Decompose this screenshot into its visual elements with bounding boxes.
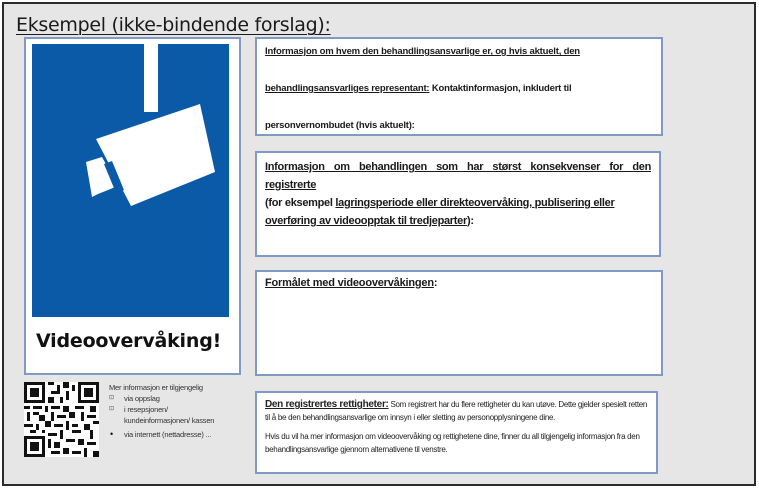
- more-info-list: [109, 393, 234, 440]
- sign-background: [32, 44, 229, 317]
- list-item-text: i resepsjonen/ kundeinformasjonen/ kassen: [124, 405, 215, 425]
- purpose-label: Formålet med videoovervåkingen: [265, 277, 434, 289]
- bullet-dot-icon: •: [110, 429, 113, 439]
- cctv-sign: [24, 37, 241, 375]
- contact-info-text: Kontaktinformasjon, inkludert til: [429, 83, 572, 94]
- transfer-text: overføring av videoopptak til tredjeparter: [265, 215, 467, 227]
- more-info: [109, 382, 234, 440]
- cctv-camera-icon: [32, 44, 229, 317]
- more-info-heading: Mer informasjon er tilgjengelig: [109, 383, 203, 392]
- dpo-text: personvernombudet (hvis aktuelt):: [265, 120, 415, 131]
- consequences-info-box: [255, 151, 661, 257]
- rights-heading: Den registrertes rettigheter:: [265, 399, 389, 410]
- purpose-box: [255, 270, 663, 376]
- examples-text: lagringsperiode eller direkteovervåking, publisering eller: [335, 197, 615, 209]
- consequences-suffix: ):: [466, 215, 474, 227]
- page-title: Eksempel (ikke-bindende forslag):: [16, 14, 331, 36]
- list-item-text: via internett (nettadresse) ...: [124, 430, 212, 439]
- notice-frame: [2, 2, 756, 486]
- consequences-heading: Informasjon om behandlingen som har størst konsekvenser for den registrerte: [265, 161, 651, 191]
- controller-line-1: Informasjon om hvem den behandlingsansvarlige er, og hvis aktuelt, den: [265, 46, 580, 57]
- list-item: [109, 404, 234, 426]
- rights-box: [255, 391, 658, 474]
- controller-info-box: [255, 37, 663, 136]
- representative-label: behandlingsansvarliges representant:: [265, 83, 430, 94]
- sign-caption: Videoovervåking!: [36, 330, 222, 352]
- checkbox-bullet-icon: ⊡: [109, 395, 114, 401]
- checkbox-bullet-icon: ⊡: [109, 406, 114, 412]
- qr-code-icon[interactable]: [24, 382, 99, 457]
- list-item: [109, 393, 234, 404]
- example-prefix: (for eksempel: [265, 197, 336, 209]
- rights-paragraph-2: Hvis du vil ha mer informasjon om videoovervåking og rettighetene dine, finner du all tilgjengelig informasjon fra den behandlingsansvarlige gjennom alternativene til venstre.: [265, 432, 640, 454]
- list-item: [109, 429, 234, 440]
- list-item-text: via oppslag: [124, 394, 160, 403]
- rights-paragraph-1: Som registrert har du flere rettigheter du kan utøve. Dette gjelder spesielt retten til å be den behandlingsansvarlige om innsyn i eller sletting av personopplysningene dine.: [265, 400, 648, 422]
- purpose-suffix: :: [433, 277, 438, 289]
